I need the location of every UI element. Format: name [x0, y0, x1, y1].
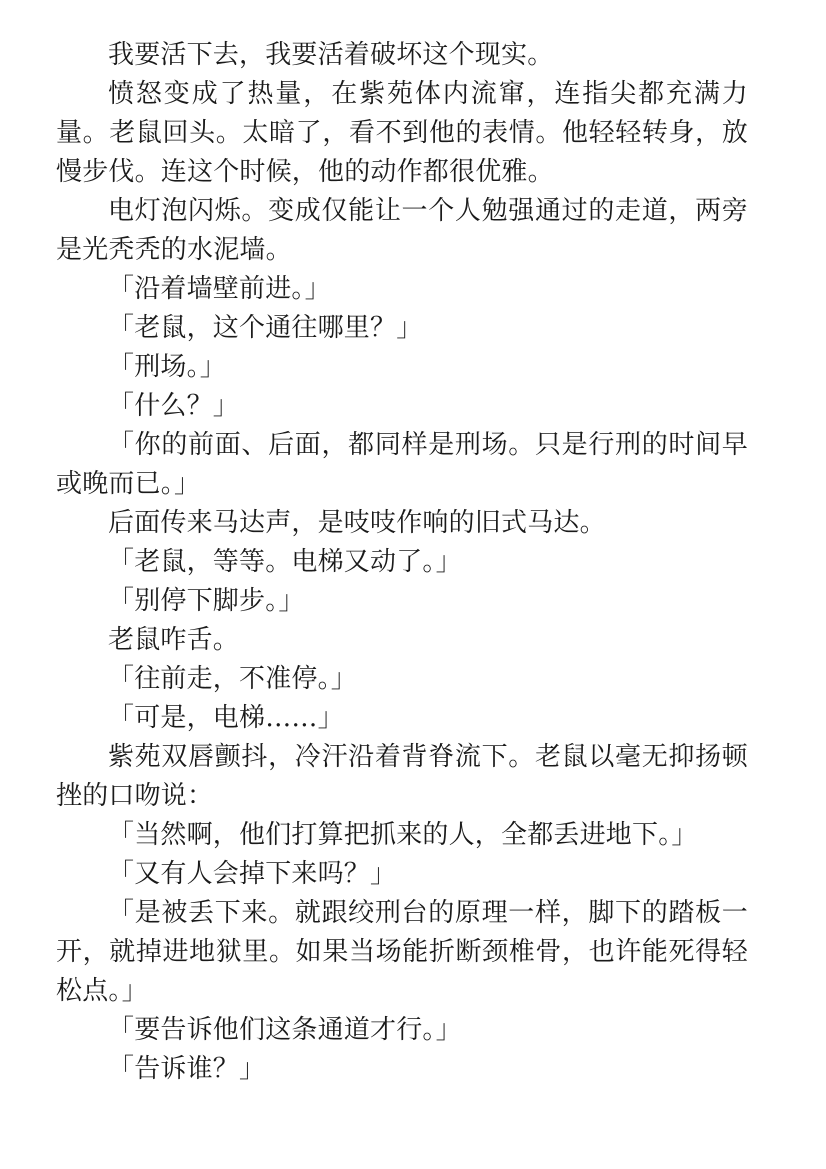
paragraph-12: 老鼠咋舌。	[108, 625, 240, 655]
paragraph-15: 紫苑双唇颤抖，冷汗沿着背脊流下。老鼠以毫无抑扬顿挫的口吻说：	[56, 742, 748, 811]
paragraph-20: 「告诉谁？」	[108, 1054, 266, 1084]
paragraph-5: 「老鼠，这个通往哪里？」	[108, 313, 423, 343]
paragraph-9: 后面传来马达声，是吱吱作响的旧式马达。	[108, 508, 606, 538]
paragraph-16: 「当然啊，他们打算把抓来的人，全都丢进地下。」	[108, 820, 698, 850]
paragraph-6: 「刑场。」	[108, 352, 227, 382]
paragraph-11: 「别停下脚步。」	[108, 586, 305, 616]
paragraph-1: 我要活下去，我要活着破坏这个现实。	[108, 40, 554, 70]
paragraph-10: 「老鼠，等等。电梯又动了。」	[108, 547, 462, 577]
paragraph-19: 「要告诉他们这条通道才行。」	[108, 1015, 462, 1045]
paragraph-14: 「可是，电梯……」	[108, 703, 344, 733]
paragraph-3: 电灯泡闪烁。变成仅能让一个人勉强通过的走道，两旁是光秃秃的水泥墙。	[56, 196, 748, 265]
page-body	[56, 36, 748, 1089]
paragraph-17: 「又有人会掉下来吗？」	[108, 859, 397, 889]
paragraph-13: 「往前走，不准停。」	[108, 664, 358, 694]
paragraph-2: 愤怒变成了热量，在紫苑体内流窜，连指尖都充满力量。老鼠回头。太暗了，看不到他的表情。他轻轻转身，放慢步伐。连这个时候，他的动作都很优雅。	[56, 79, 748, 187]
paragraph-7: 「什么？」	[108, 391, 240, 421]
paragraph-18: 「是被丢下来。就跟绞刑台的原理一样，脚下的踏板一开，就掉进地狱里。如果当场能折断颈椎骨，也许能死得轻松点。」	[56, 898, 748, 1006]
paragraph-4: 「沿着墙壁前进。」	[108, 274, 331, 304]
paragraph-8: 「你的前面、后面，都同样是刑场。只是行刑的时间早或晚而已。」	[56, 430, 748, 499]
